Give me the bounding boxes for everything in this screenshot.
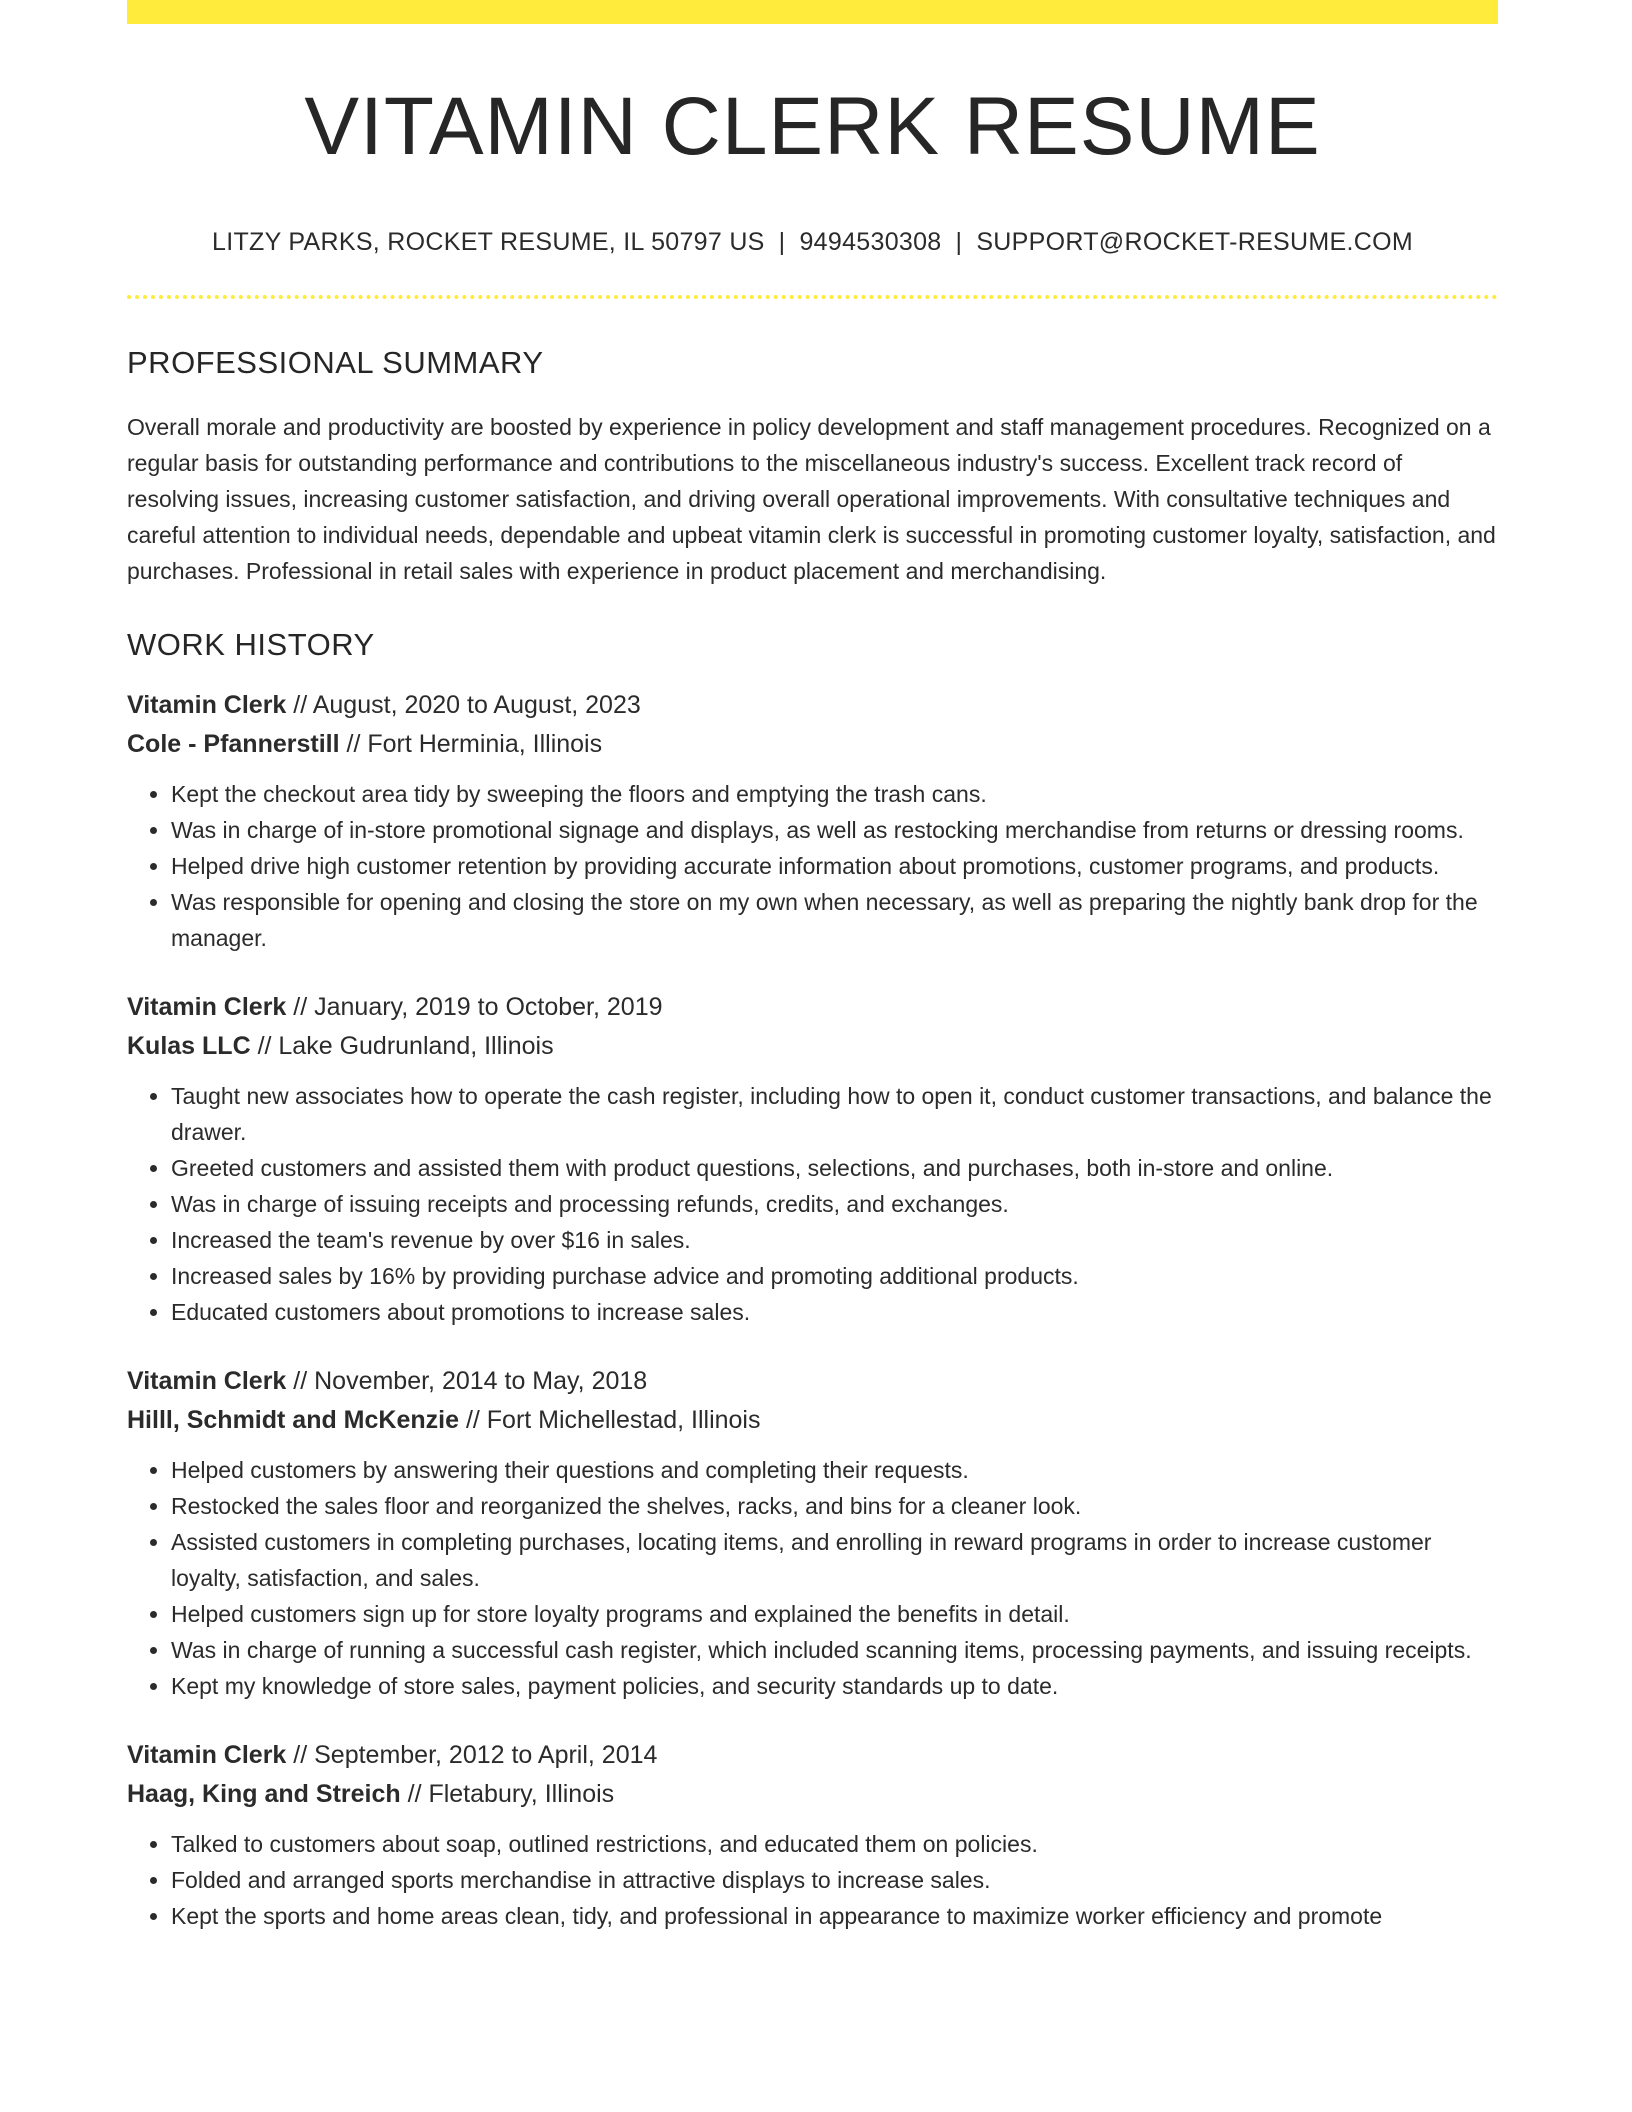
bullet-item: • Kept the sports and home areas clean, tidy, and professional in appearance to maximize worker efficiency and promote [171,1898,1498,1934]
contact-separator: | [778,228,786,256]
job-location: // Fort Michellestad, Illinois [459,1406,761,1434]
job-role-line [127,1736,1498,1775]
contact-address: LITZY PARKS, ROCKET RESUME, IL 50797 US [212,228,765,256]
contact-line [127,230,1498,255]
bullet-item: • Was responsible for opening and closing the store on my own when necessary, as well as preparing the nightly bank drop for the manager. [171,884,1498,956]
job-bullets [127,1078,1498,1330]
job-role: Vitamin Clerk [127,993,287,1021]
bullet-item: • Greeted customers and assisted them with product questions, selections, and purchases, both in-store and online. [171,1150,1498,1186]
page-title: VITAMIN CLERK RESUME [304,81,1321,172]
job-dates: // August, 2020 to August, 2023 [286,691,641,719]
job-role-line [127,686,1498,725]
summary-text: Overall morale and productivity are boosted by experience in policy development and staff management procedures. Recognized on a regular basis for outstanding performance and contributions to the miscellaneous industry's success. Excellent track record of resolving issues, increasing customer satisfaction, and driving overall operational improvements. With consultative techniques and careful attention to individual needs, dependable and upbeat vitamin clerk is successful in promoting customer loyalty, satisfaction, and purchases. Professional in retail sales with experience in product placement and merchandising. [127,414,1496,584]
job-entry [127,1736,1498,1934]
job-dates: // September, 2012 to April, 2014 [286,1741,658,1769]
work-history-heading: WORK HISTORY [127,627,375,662]
bullet-item: • Restocked the sales floor and reorganized the shelves, racks, and bins for a cleaner look. [171,1488,1498,1524]
bullet-item: • Taught new associates how to operate the cash register, including how to open it, conduct customer transactions, and balance the drawer. [171,1078,1498,1150]
bullet-item: • Was in charge of running a successful cash register, which included scanning items, processing payments, and issuing receipts. [171,1632,1498,1668]
bullet-item: • Educated customers about promotions to increase sales. [171,1294,1498,1330]
job-role: Vitamin Clerk [127,1741,287,1769]
job-bullets [127,1826,1498,1934]
bullet-item: • Increased the team's revenue by over $16 in sales. [171,1222,1498,1258]
job-company-line [127,1027,1498,1066]
contact-separator: | [955,228,963,256]
bullet-item: • Folded and arranged sports merchandise in attractive displays to increase sales. [171,1862,1498,1898]
dotted-divider [127,295,1498,299]
job-company: Haag, King and Streich [127,1780,401,1808]
job-bullets [127,776,1498,956]
bullet-item: • Helped drive high customer retention by providing accurate information about promotions, customer programs, and products. [171,848,1498,884]
bullet-item: • Kept my knowledge of store sales, payment policies, and security standards up to date. [171,1668,1498,1704]
bullet-item: • Increased sales by 16% by providing purchase advice and promoting additional products. [171,1258,1498,1294]
job-company: Hilll, Schmidt and McKenzie [127,1406,459,1434]
job-company-line [127,1401,1498,1440]
top-accent-bar [127,0,1498,24]
summary-heading: PROFESSIONAL SUMMARY [127,345,544,380]
work-history-list [127,686,1498,1934]
bullet-item: • Was in charge of in-store promotional signage and displays, as well as restocking merchandise from returns or dressing rooms. [171,812,1498,848]
bullet-item: • Kept the checkout area tidy by sweeping the floors and emptying the trash cans. [171,776,1498,812]
job-company-line [127,725,1498,764]
job-location: // Fort Herminia, Illinois [339,730,603,758]
bullet-item: • Was in charge of issuing receipts and processing refunds, credits, and exchanges. [171,1186,1498,1222]
job-company-line [127,1775,1498,1814]
bullet-item: • Helped customers sign up for store loyalty programs and explained the benefits in detail. [171,1596,1498,1632]
job-role: Vitamin Clerk [127,1367,287,1395]
job-bullets [127,1452,1498,1704]
resume-page [127,0,1498,1934]
contact-phone: 9494530308 [799,228,942,256]
job-role: Vitamin Clerk [127,691,287,719]
job-entry [127,686,1498,956]
job-entry [127,1362,1498,1704]
job-location: // Fletabury, Illinois [400,1780,615,1808]
job-role-line [127,988,1498,1027]
job-location: // Lake Gudrunland, Illinois [250,1032,554,1060]
job-entry [127,988,1498,1330]
job-role-line [127,1362,1498,1401]
job-company: Cole - Pfannerstill [127,730,340,758]
job-company: Kulas LLC [127,1032,251,1060]
bullet-item: • Talked to customers about soap, outlined restrictions, and educated them on policies. [171,1826,1498,1862]
bullet-item: • Assisted customers in completing purchases, locating items, and enrolling in reward programs in order to increase customer loyalty, satisfaction, and sales. [171,1524,1498,1596]
job-dates: // January, 2019 to October, 2019 [286,993,663,1021]
job-dates: // November, 2014 to May, 2018 [286,1367,648,1395]
bullet-item: • Helped customers by answering their questions and completing their requests. [171,1452,1498,1488]
contact-email: SUPPORT@ROCKET-RESUME.COM [976,228,1413,256]
